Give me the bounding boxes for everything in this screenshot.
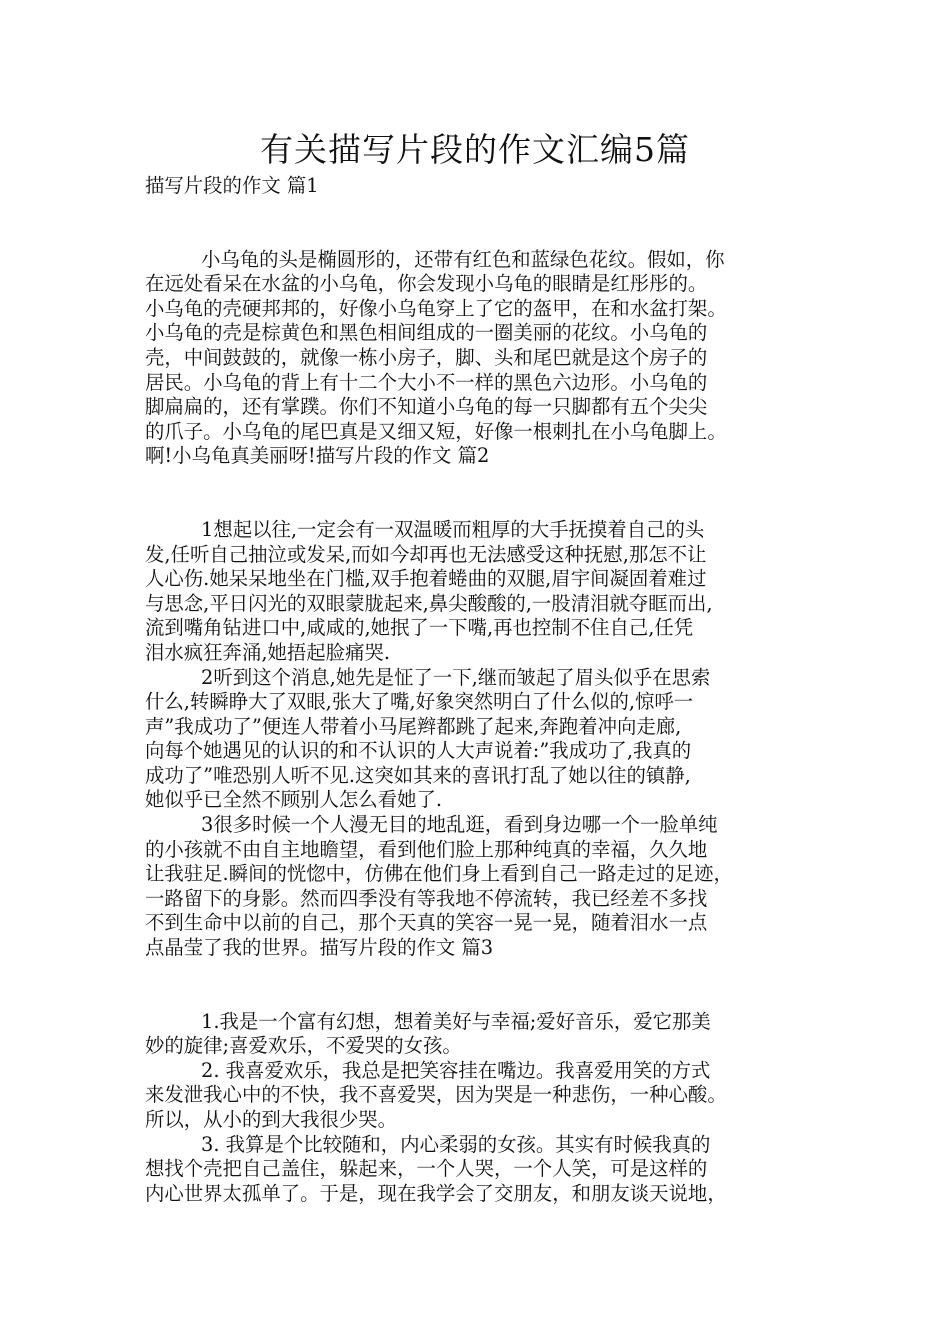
text-line: 所以，从小的到大我很少哭。 — [145, 1108, 398, 1131]
text-line: 小乌龟的壳是棕黄色和黑色相间组成的一圈美丽的花纹。小乌龟的 — [145, 321, 708, 345]
text-line: 泪水疯狂奔涌,她捂起脸痛哭. — [145, 640, 391, 664]
section-heading: 描写片段的作文 篇1 — [145, 174, 319, 197]
text-line: 妙的旋律;喜爱欢乐，不爱哭的女孩。 — [145, 1034, 462, 1058]
document-body — [145, 174, 815, 1206]
text-line: 一路留下的身影。然而四季没有等我地不停流转，我已经差不多找 — [145, 886, 708, 910]
blank-gap — [145, 469, 815, 518]
paragraph — [145, 813, 815, 961]
text-line: 小乌龟的壳硬邦邦的，好像小乌龟穿上了它的盔甲，在和水盆打架。 — [145, 296, 727, 320]
text-line: 向每个她遇见的认识的和不认识的人大声说着:”我成功了,我真的 — [145, 739, 692, 763]
text-line: 流到嘴角钻进口中,咸咸的,她抿了一下嘴,再也控制不住自己,任凭 — [145, 616, 694, 640]
text-line: 在远处看呆在水盆的小乌龟，你会发现小乌龟的眼睛是红彤彤的。 — [145, 272, 708, 296]
text-line: 人心伤.她呆呆地坐在门槛,双手抱着蜷曲的双腿,眉宇间凝固着难过 — [145, 567, 707, 591]
text-line: 不到生命中以前的自己，那个天真的笑容一晃一晃，随着泪水一点 — [145, 911, 708, 935]
paragraph — [145, 1010, 815, 1059]
text-line: 2. 我喜爱欢乐，我总是把笑容挂在嘴边。我喜爱用笑的方式 — [201, 1058, 711, 1082]
text-line: 的小孩就不由自主地瞻望，看到他们脸上那种纯真的幸福，久久地 — [145, 837, 708, 861]
paragraph — [145, 1133, 815, 1207]
text-line: 与思念,平日闪光的双眼蒙胧起来,鼻尖酸酸的,一股清泪就夺眶而出, — [145, 591, 713, 615]
text-line: 的爪子。小乌龟的尾巴真是又细又短，好像一根刺扎在小乌龟脚上。 — [145, 419, 727, 443]
text-line: 来发泄我心中的不快，我不喜爱哭，因为哭是一种悲伤，一种心酸。 — [145, 1083, 727, 1107]
text-line: 啊!小乌龟真美丽呀!描写片段的作文 篇2 — [145, 444, 490, 468]
blank-gap — [145, 961, 815, 1010]
text-line: 声”我成功了”便连人带着小马尾辫都跳了起来,奔跑着冲向走廊, — [145, 714, 682, 738]
text-line: 什么,转瞬睁大了双眼,张大了嘴,好象突然明白了什么似的,惊呼一 — [145, 690, 694, 714]
text-line: 居民。小乌龟的背上有十二个大小不一样的黑色六边形。小乌龟的 — [145, 370, 708, 394]
text-line: 她似乎已全然不顾别人怎么看她了. — [145, 788, 443, 812]
text-line: 1.我是一个富有幻想，想着美好与幸福;爱好音乐，爱它那美 — [201, 1009, 711, 1033]
text-line: 想找个壳把自己盖住，躲起来，一个人哭，一个人笑，可是这样的 — [145, 1157, 708, 1181]
text-line: 内心世界太孤单了。于是，现在我学会了交朋友，和朋友谈天说地， — [145, 1181, 727, 1205]
text-line: 脚扁扁的，还有掌蹼。你们不知道小乌龟的每一只脚都有五个尖尖 — [145, 395, 708, 419]
paragraph — [145, 248, 815, 469]
text-line: 2听到这个消息,她先是怔了一下,继而皱起了眉头似乎在思索 — [201, 665, 711, 689]
text-line: 3很多时候一个人漫无目的地乱逛，看到身边哪一个一脸单纯 — [201, 813, 718, 837]
blank-gap — [145, 199, 815, 248]
text-line: 小乌龟的头是椭圆形的，还带有红色和蓝绿色花纹。假如，你 — [201, 247, 725, 271]
document-title: 有关描写片段的作文汇编5篇 — [260, 130, 690, 169]
paragraph — [145, 666, 815, 814]
text-line: 成功了”唯恐别人听不见.这突如其来的喜讯打乱了她以往的镇静, — [145, 763, 691, 787]
text-line: 壳，中间鼓鼓的，就像一栋小房子，脚、头和尾巴就是这个房子的 — [145, 345, 708, 369]
text-line: 1想起以往,一定会有一双温暖而粗厚的大手抚摸着自己的头 — [201, 517, 705, 541]
text-line: 3. 我算是个比较随和，内心柔弱的女孩。其实有时候我真的 — [201, 1132, 711, 1156]
text-line: 点晶莹了我的世界。描写片段的作文 篇3 — [145, 936, 494, 960]
text-line: 让我驻足.瞬间的恍惚中，仿佛在他们身上看到自己一路走过的足迹， — [145, 862, 733, 886]
paragraph — [145, 518, 815, 666]
text-line: 发,任听自己抽泣或发呆,而如今却再也无法感受这种抚慰,那怎不让 — [145, 542, 707, 566]
paragraph — [145, 1059, 815, 1133]
